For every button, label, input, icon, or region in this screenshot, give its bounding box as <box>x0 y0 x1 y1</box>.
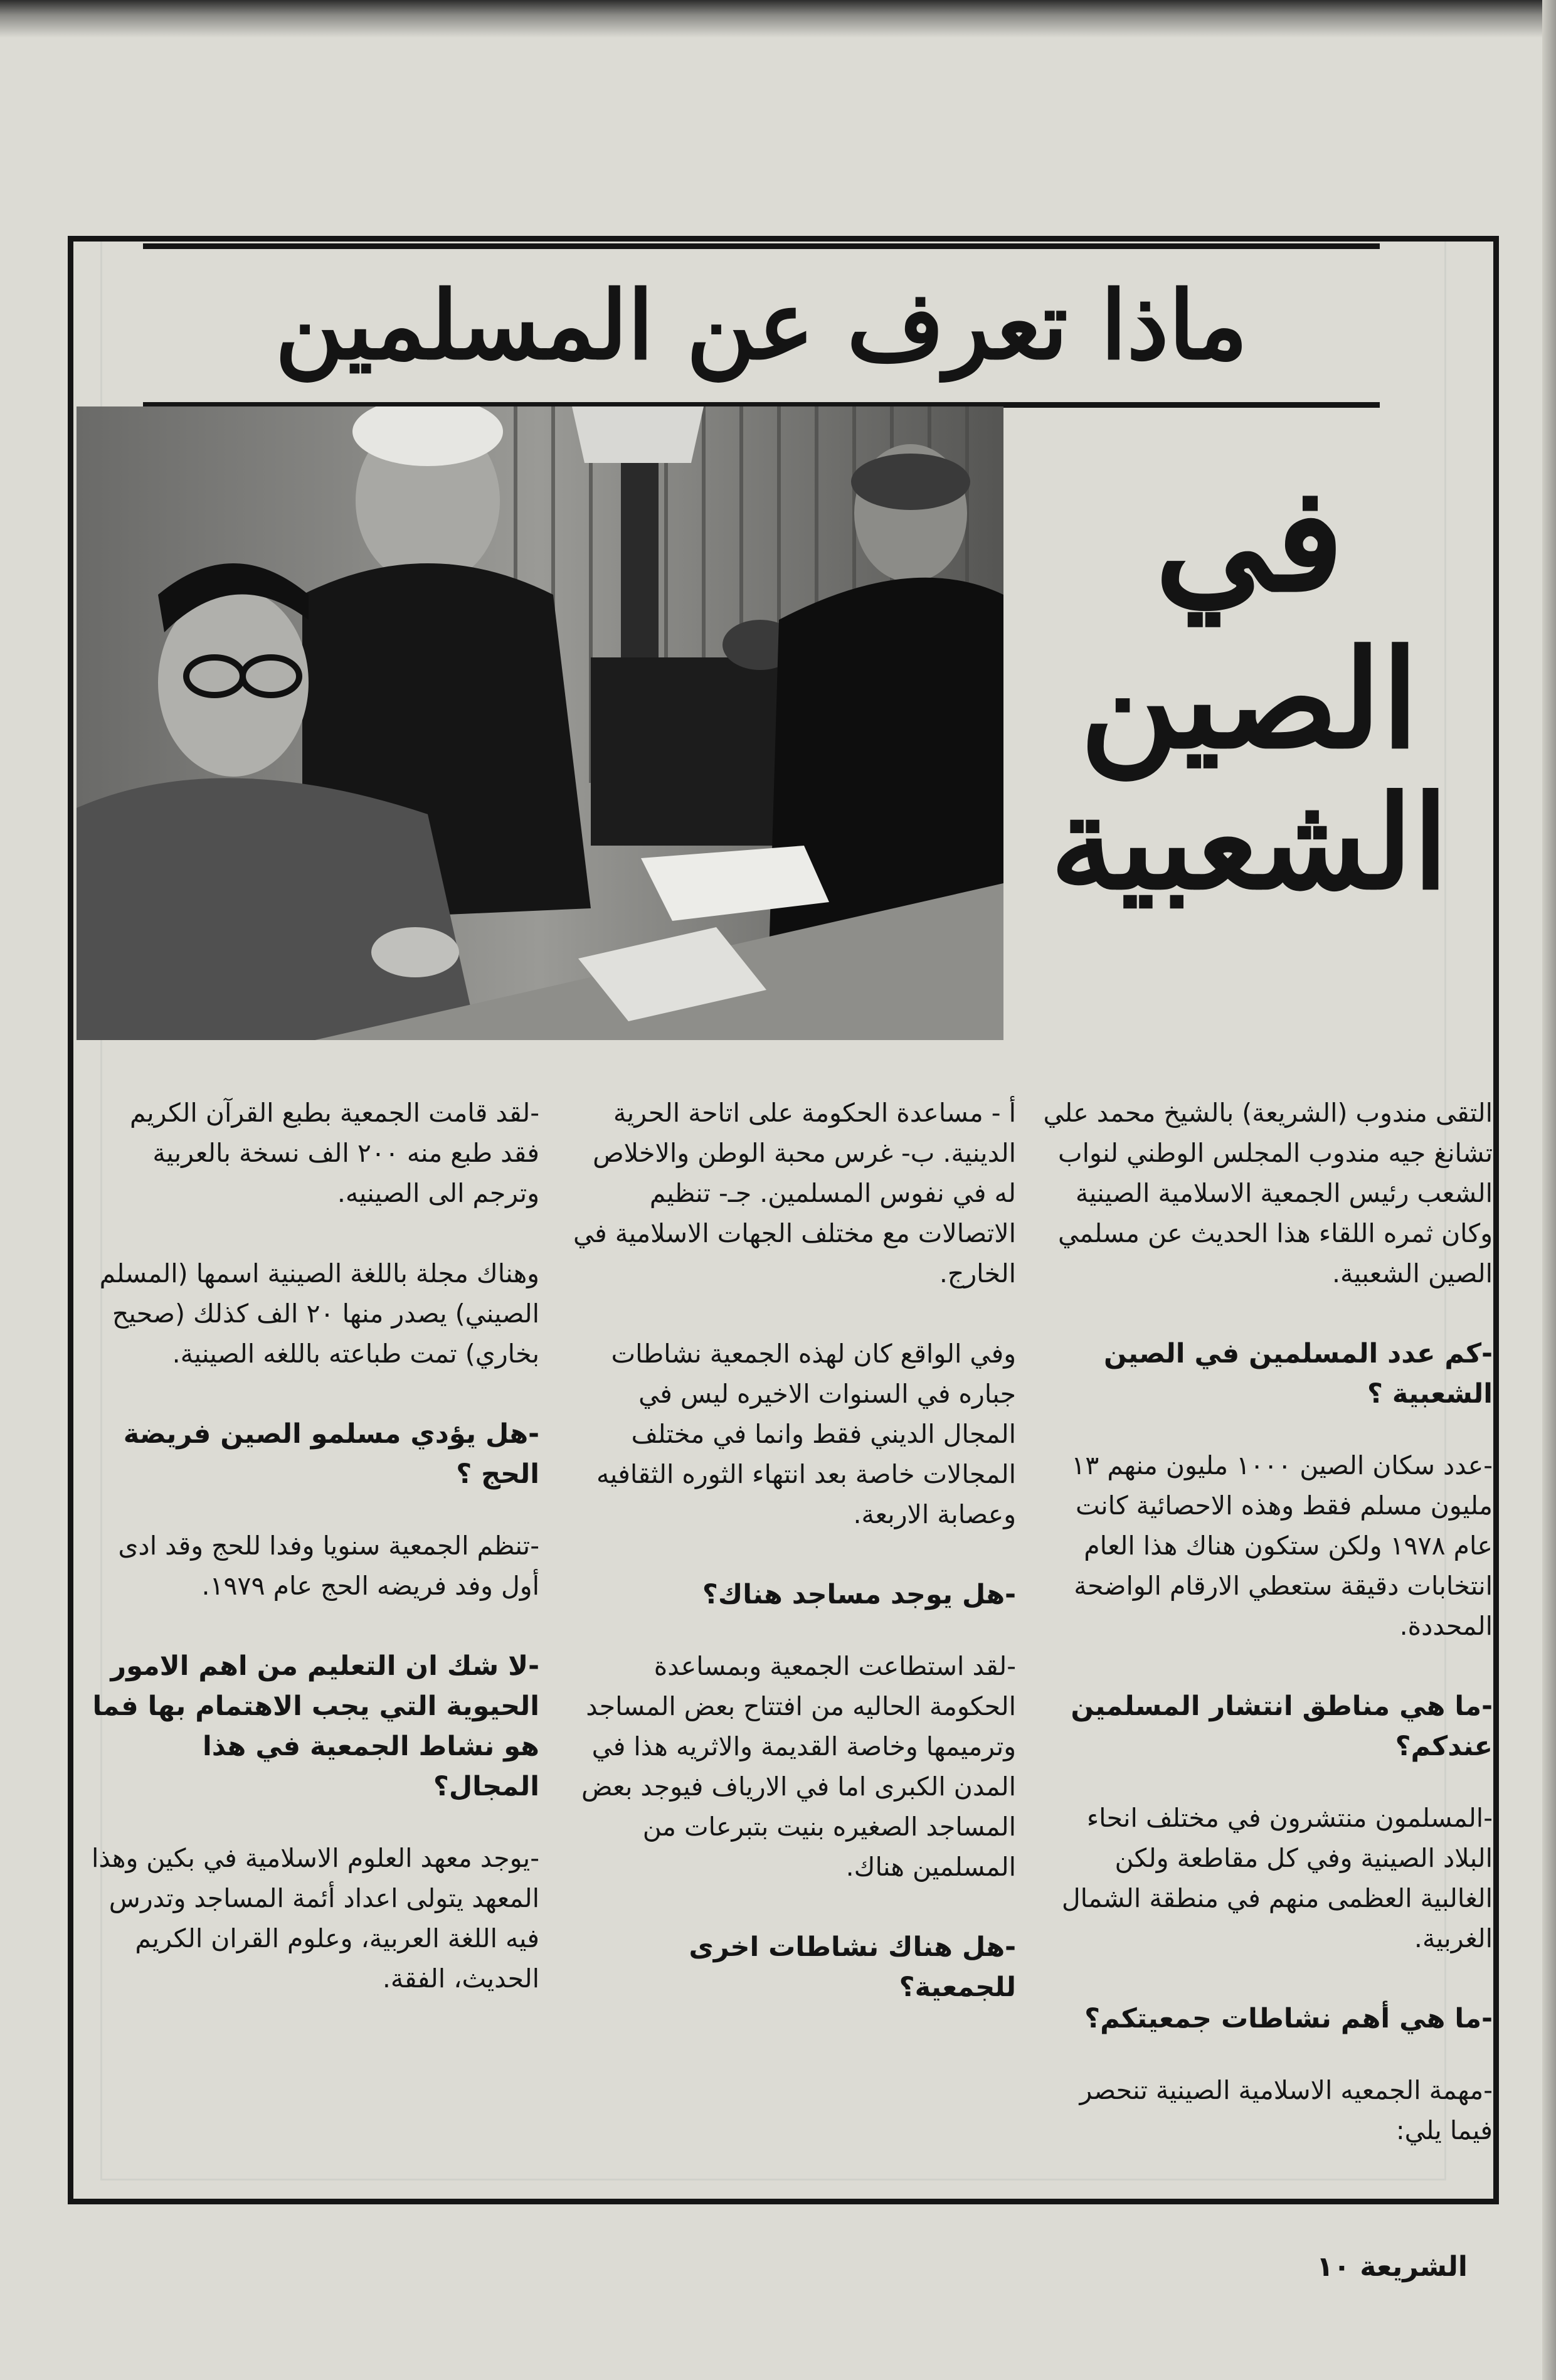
question: -ما هي مناطق انتشار المسلمين عندكم؟ <box>1071 1691 1493 1762</box>
page-top-shadow <box>0 0 1556 38</box>
question: -كم عدد المسلمين في الصين الشعبية ؟ <box>1104 1338 1493 1410</box>
article-title: ماذا تعرف عن المسلمين <box>275 270 1248 381</box>
question: -هل يوجد مساجد هناك؟ <box>702 1579 1016 1610</box>
side-title <box>1024 455 1475 1016</box>
answer: -مهمة الجمعيه الاسلامية الصينية تنحصر فيما يلي: <box>1079 2075 1493 2145</box>
question: -لا شك ان التعليم من اهم الامور الحيوية التي يجب الاهتمام بها فما هو نشاط الجمعية في هذا المجال؟ <box>92 1650 539 1802</box>
answer: -لقد استطاعت الجمعية وبمساعدة الحكومة الحاليه من افتتاح بعض المساجد وترميمها وخاصة القديمة والاثريه هذا في المدن الكبرى اما في الارياف فيوجد بعض المساجد الصغيره بنيت بتبرعات من المسلمين هناك. <box>581 1651 1016 1882</box>
side-title-line-3: الشعبية <box>1050 768 1449 919</box>
title-box <box>143 243 1380 408</box>
question: -هل هناك نشاطات اخرى للجمعية؟ <box>689 1931 1016 2003</box>
intro-paragraph: التقى مندوب (الشريعة) بالشيخ محمد علي تشانغ جيه مندوب المجلس الوطني لنواب الشعب رئيس الجمعية الاسلامية الصينية وكان ثمره اللقاء هذا الحديث عن مسلمي الصين الشعبية. <box>1043 1098 1493 1288</box>
answer: -يوجد معهد العلوم الاسلامية في بكين وهذا المعهد يتولى اعداد أئمة المساجد وتدرس فيه اللغة العربية، وعلوم القران الكريم الحديث، الفقة. <box>91 1843 539 1994</box>
question: -هل يؤدي مسلمو الصين فريضة الحج ؟ <box>123 1418 539 1490</box>
article-photo <box>77 406 1003 1040</box>
answer: أ - مساعدة الحكومة على اتاحة الحرية الدينية. ب- غرس محبة الوطن والاخلاص له في نفوس المسلمين. جـ- تنظيم الاتصالات مع مختلف الجهات الاسلامية في الخارج. <box>573 1098 1016 1288</box>
side-title-line-1: في <box>1155 455 1344 624</box>
page-footer: الشريعة ١٠ <box>1316 2251 1468 2283</box>
answer: -المسلمون منتشرون في مختلف انحاء البلاد الصينية وفي كل مقاطعة ولكن الغالبية العظمى منهم في منطقة الشمال الغربية. <box>1061 1803 1493 1953</box>
answer: -تنظم الجمعية سنويا وفدا للحج وقد ادى أول وفد فريضه الحج عام ١٩٧٩. <box>118 1531 539 1601</box>
question: -ما هي أهم نشاطات جمعيتكم؟ <box>1084 2003 1493 2034</box>
answer: -لقد قامت الجمعية بطبع القرآن الكريم فقد طبع منه ٢٠٠ الف نسخة بالعربية وترجم الى الصينيه. <box>129 1098 539 1208</box>
answer: وفي الواقع كان لهذه الجمعية نشاطات جباره في السنوات الاخيره ليس في المجال الديني فقط وانما في مختلف المجالات خاصة بعد انتهاء الثوره الثقافيه وعصابة الاربعة. <box>596 1339 1016 1529</box>
answer: وهناك مجلة باللغة الصينية اسمها (المسلم الصيني) يصدر منها ٢٠ الف كذلك (صحيح بخاري) تمت طباعته باللغه الصينية. <box>99 1258 539 1369</box>
column-middle <box>564 1093 1016 2203</box>
answer: -عدد سكان الصين ١٠٠٠ مليون منهم ١٣ مليون مسلم فقط وهذه الاحصائية كانت عام ١٩٧٨ ولكن ستكون هناك هذا العام انتخابات دقيقة ستعطي الارقام الواضحة المحددة. <box>1071 1450 1493 1641</box>
column-left <box>88 1093 539 2203</box>
photo-illustration <box>77 406 1003 1040</box>
column-right <box>1041 1093 1493 2203</box>
page-edge <box>1542 0 1556 2380</box>
side-title-line-2: الصين <box>1079 619 1419 778</box>
